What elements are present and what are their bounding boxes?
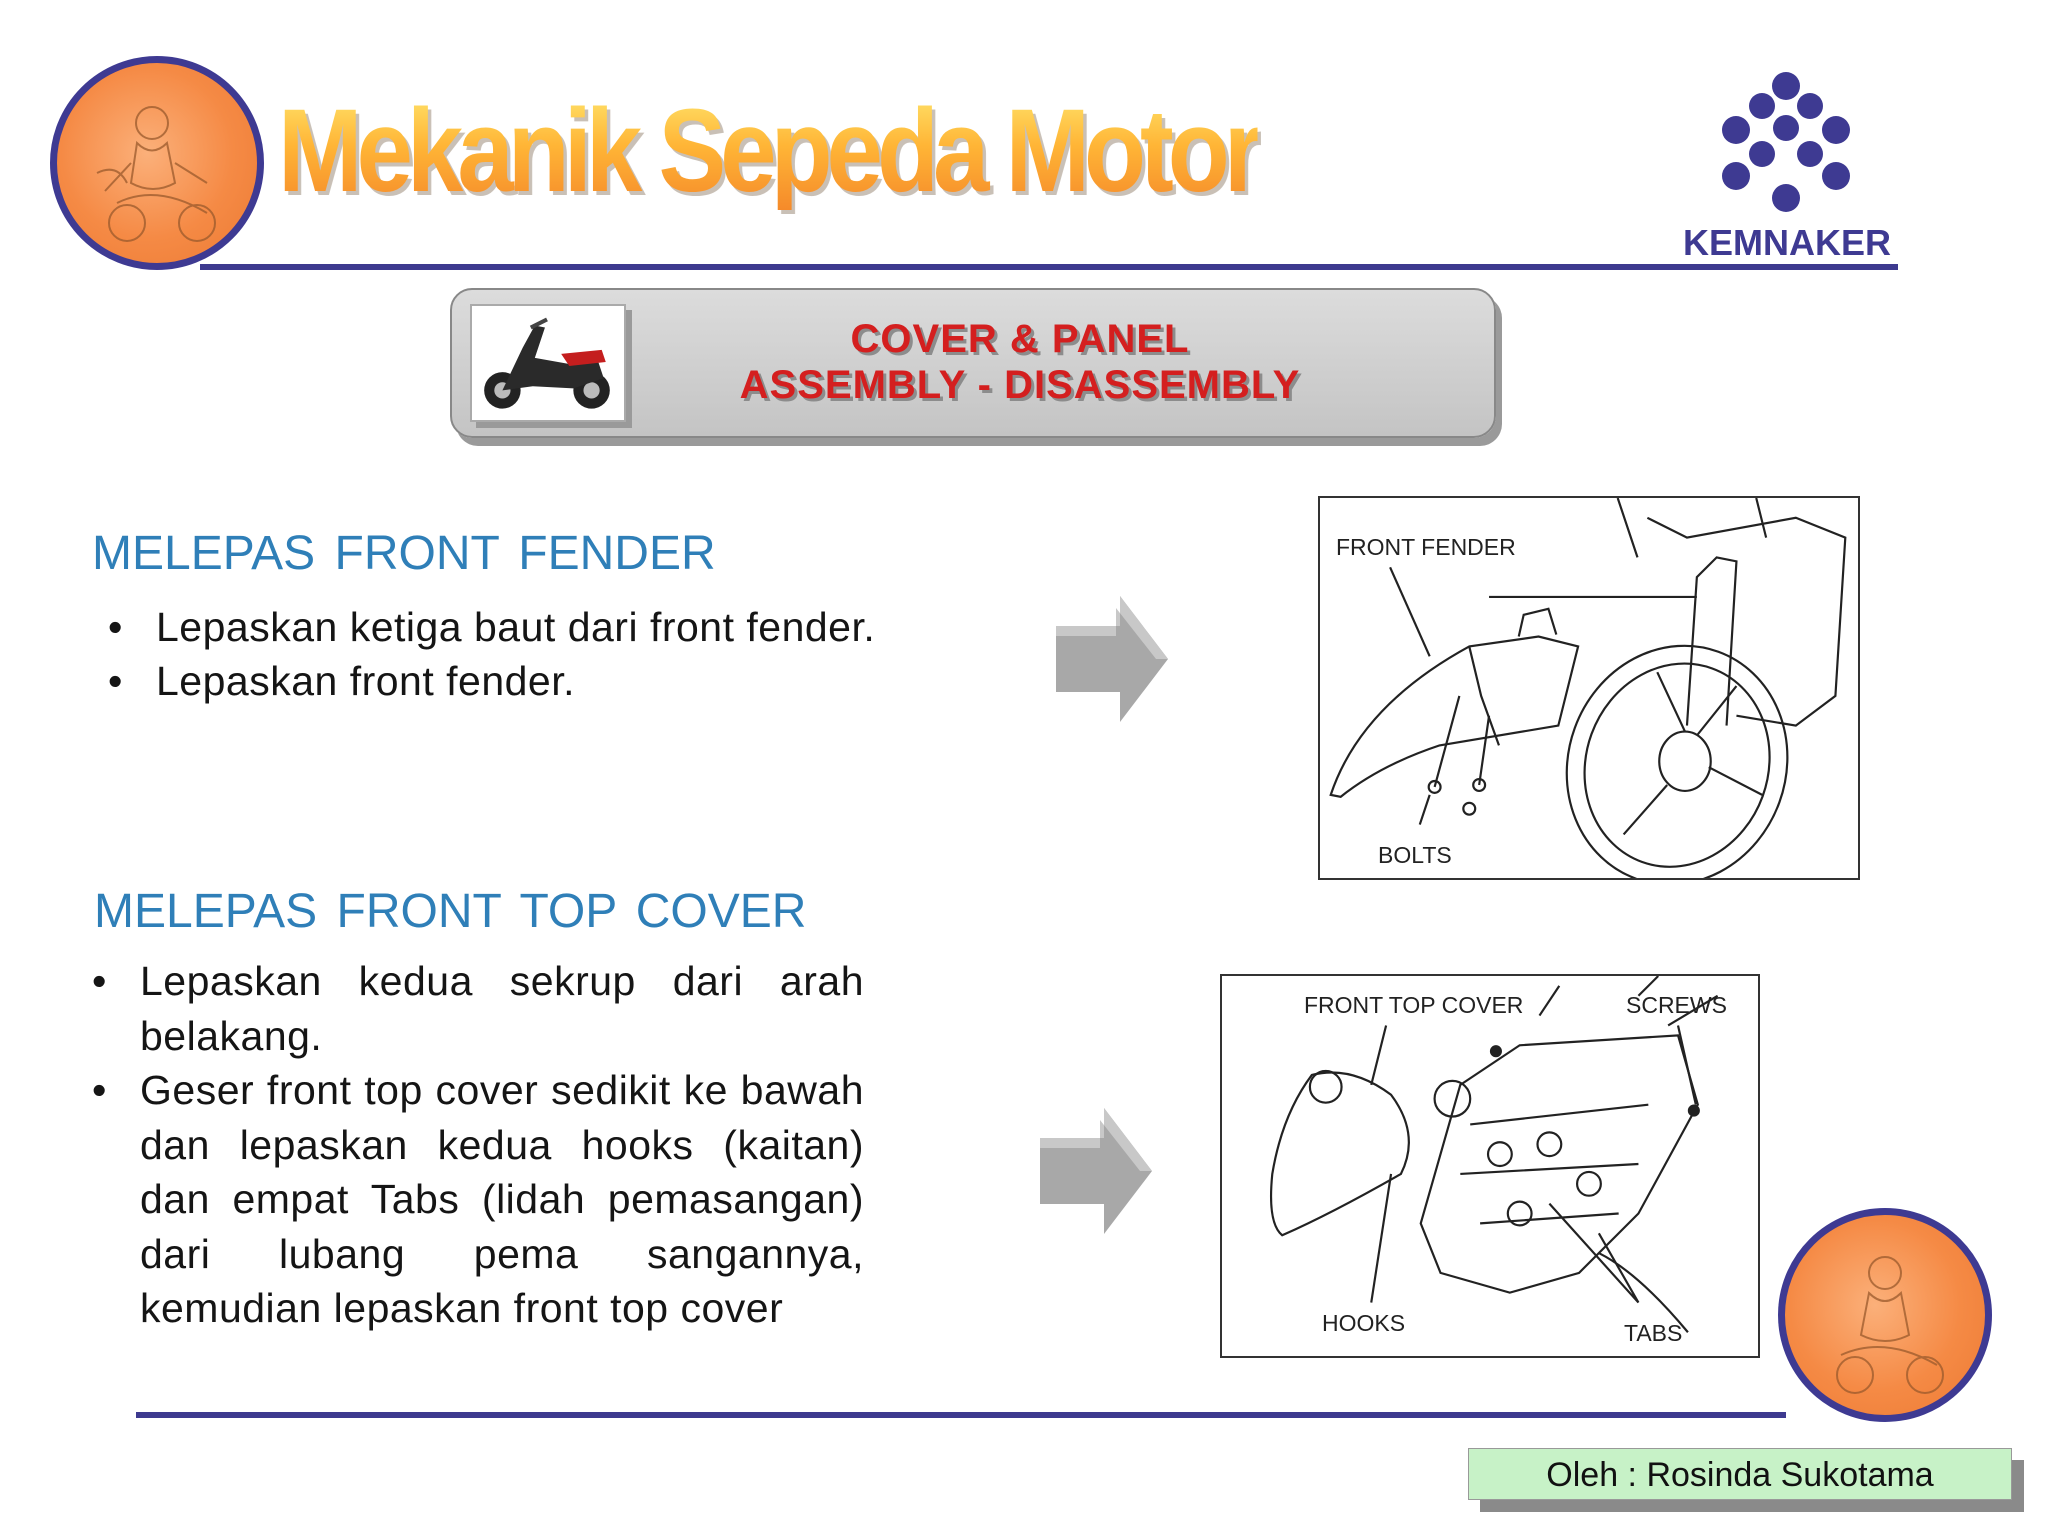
front-top-cover-diagram — [1220, 974, 1760, 1358]
section-heading-front-fender: MELEPAS FRONT FENDER — [92, 527, 716, 580]
label-front-fender: FRONT FENDER — [1336, 534, 1516, 560]
header-emblem — [50, 56, 264, 270]
logo-text: KEMNAKER — [1682, 222, 1891, 263]
section-heading-front-top-cover: MELEPAS FRONT TOP COVER — [94, 885, 807, 938]
list-item: • Lepaskan ketiga baut dari front fender. — [156, 600, 976, 654]
header-divider — [200, 264, 1898, 270]
front-top-cover-steps — [140, 954, 864, 1336]
banner-line-1: COVER & PANEL — [850, 317, 1190, 361]
footer-emblem — [1778, 1208, 1992, 1422]
mechanic-sketch-icon — [1785, 1215, 1985, 1415]
front-fender-steps — [156, 600, 976, 708]
scooter-photo — [470, 304, 626, 422]
list-item: • Geser front top cover sedikit ke bawah dan lepaskan kedua hooks (kaitan) dan empat Tabs (lidah pemasangan) dari lubang pema sangannya, kemudian lepaskan front top cover — [140, 1063, 864, 1336]
banner-line-2: ASSEMBLY - DISASSEMBLY — [739, 363, 1301, 407]
label-tabs: TABS — [1624, 1320, 1683, 1346]
kemnaker-logo-icon — [1706, 68, 1866, 218]
author-credit: Oleh : Rosinda Sukotama — [1546, 1456, 1934, 1494]
banner-title — [640, 316, 1400, 408]
app-title: Mekanik Sepeda Motor — [278, 85, 1258, 217]
list-item: • Lepaskan front fender. — [156, 654, 976, 708]
list-item: • Lepaskan kedua sekrup dari arah belakang. — [140, 954, 864, 1063]
label-front-top-cover: FRONT TOP COVER — [1304, 992, 1524, 1018]
arrow-right-icon — [1040, 1108, 1152, 1234]
label-screws: SCREWS — [1626, 992, 1727, 1018]
arrow-right-icon — [1056, 596, 1168, 722]
label-hooks: HOOKS — [1322, 1310, 1406, 1336]
mechanic-sketch-icon — [57, 63, 257, 263]
label-bolts: BOLTS — [1378, 842, 1452, 868]
front-fender-diagram — [1318, 496, 1860, 880]
footer-divider — [136, 1412, 1786, 1418]
scooter-icon — [472, 306, 624, 420]
